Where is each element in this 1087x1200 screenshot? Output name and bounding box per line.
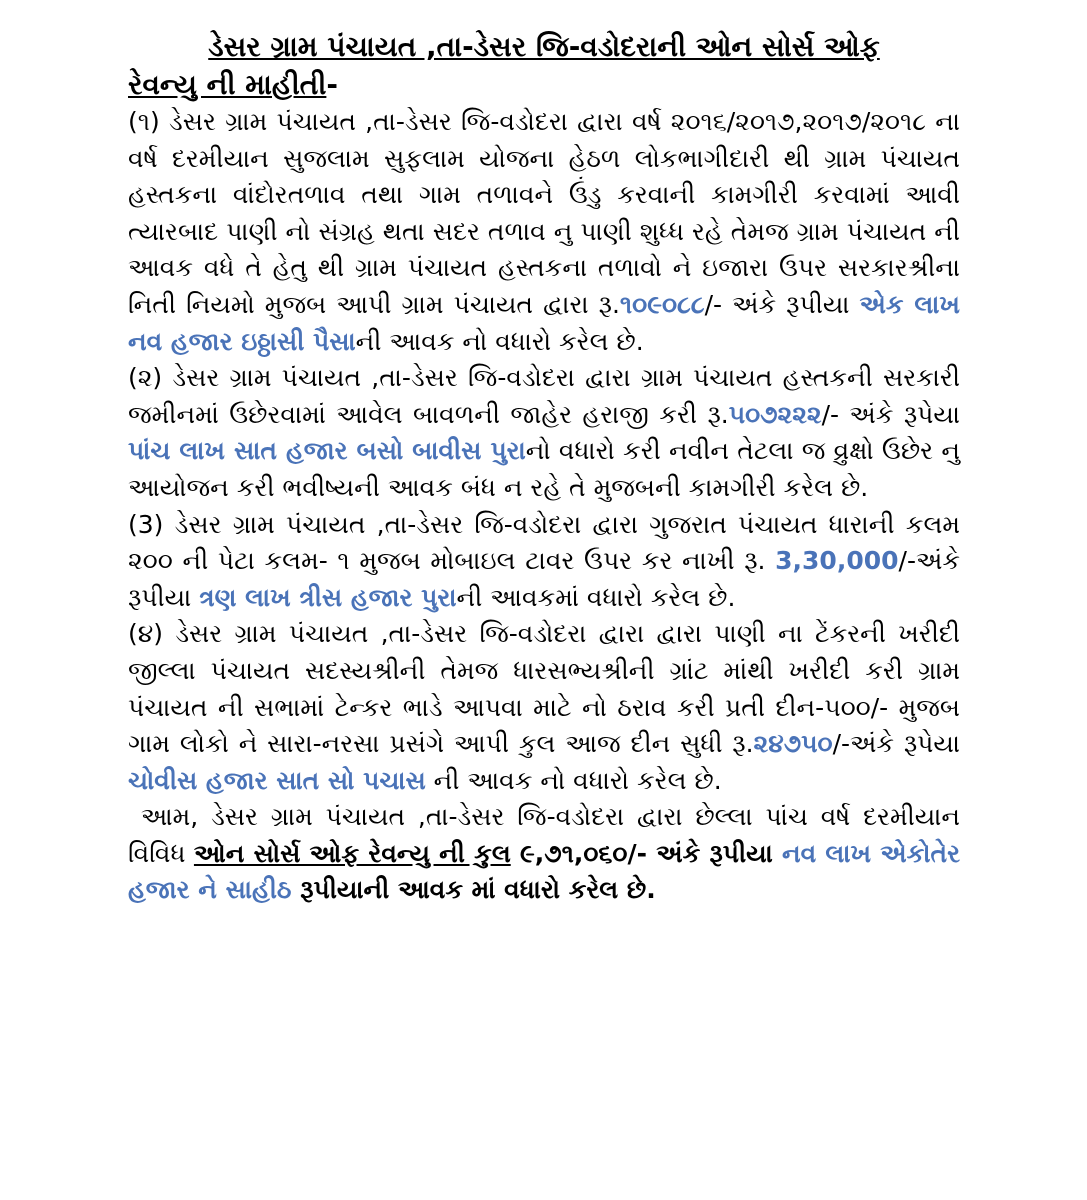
paragraph-4 [128,616,960,799]
title-line2-suffix: - [326,68,338,101]
p2-amount: ૫૦૭૨૨૨ [728,399,822,429]
p4-text: (૪) ડેસર ગ્રામ પંચાયત ,તા-ડેસર જિ-વડોદરા દ્વારા દ્વારા પાણી ના ટેંકરની ખરીદી જીલ્લા પંચાયત સદસ્યશ્રીની તેમજ ધારસભ્યશ્રીની ગ્રાંટ માંથી ખરીદી કરી ગ્રામ પંચાયત ની સભામાં ટેન્કર ભાડે આપવા માટે નો ઠરાવ કરી પ્રતી દીન-૫૦૦/- મુજબ ગામ લોકો ને સારા-નરસા પ્રસંગે આપી કુલ આજ દીન સુધી રૂ. [128,619,960,759]
p2-text: (૨) ડેસર ગ્રામ પંચાયત ,તા-ડેસર જિ-વડોદરા દ્વારા ગ્રામ પંચાયત હસ્તકની સરકારી જમીનમાં ઉછેરવામાં આવેલ બાવળની જાહેર હરાજી કરી રૂ. [128,363,960,429]
paragraph-1 [128,104,960,360]
p3-text: (3) ડેસર ગ્રામ પંચાયત ,તા-ડેસર જિ-વડોદરા દ્વારા ગુજરાત પંચાયત ધારાની કલમ ૨૦૦ ની પેટા કલમ- ૧ મુજબ મોબાઇલ ટાવર ઉપર કર નાખી રૂ. [128,509,960,576]
p5-text3: રૂપીયાની આવક માં વધારો કરેલ છે. [291,875,656,905]
p1-text3: ની આવક નો વધારો કરેલ છે. [355,326,644,356]
document-page [128,28,960,909]
p2-text3: નો વધારો કરી નવીન તેટલા જ વ્રુક્ષો ઉછેર નુ આયોજન કરી ભવીષ્યની આવક બંધ ન રહે તે મુજબની કામગીરી કરેલ છે. [128,436,960,502]
p2-text2: /- અંકે રૂપેયા [821,399,960,429]
title-line2-underlined: રેવન્યુ ની માહીતી [128,68,327,101]
p5-amount: ૯,૭૧,૦૬૦/- [510,838,647,868]
p4-amount: ૨૪૭૫૦ [753,729,833,759]
p1-amount: ૧૦૯૦૮૮ [619,289,705,319]
paragraph-3 [128,507,960,617]
p3-amount-words: ત્રણ લાખ ત્રીસ હજાર પુરા [199,582,457,612]
p1-text2: /- અંકે રૂપીયા [704,289,860,319]
document-title [128,28,960,66]
p3-text2: /-અંકે રૂપીયા [128,546,960,612]
title-line1: ડેસર ગ્રામ પંચાયત ,તા-ડેસર જિ-વડોદરાની ઓન સોર્સ ઓફ [208,30,880,63]
p2-amount-words: પાંચ લાખ સાત હજાર બસો બાવીસ પુરા [128,436,526,466]
paragraph-2 [128,360,960,506]
p4-text2: /-અંકે રૂપેયા [832,729,960,759]
p1-text: (૧) ડેસર ગ્રામ પંચાયત ,તા-ડેસર જિ-વડોદરા દ્વારા વર્ષ ૨૦૧૬/૨૦૧૭,૨૦૧૭/૨૦૧૮ ના વર્ષ દરમીયાન સુજલામ સુફલામ યોજના હેઠળ લોકભાગીદારી થી ગ્રામ પંચાયત હસ્તકના વાંદોરતળાવ તથા ગામ તળાવને ઉંડુ કરવાની કામગીરી કરવામાં આવી ત્યારબાદ પાણી નો સંગ્રહ થતા સદર તળાવ નુ પાણી શુધ્ધ રહે તેમજ ગ્રામ પંચાયત ની આવક વધે તે હેતુ થી ગ્રામ પંચાયત હસ્તકના તળાવો ને ઇજારા ઉપર સરકારશ્રીના નિતી નિયમો મુજબ આપી ગ્રામ પંચાયત દ્વારા રૂ. [128,107,960,319]
p3-amount: 3,30,000 [775,546,899,576]
p5-text: આમ, ડેસર ગ્રામ પંચાયત ,તા-ડેસર જિ-વડોદરા દ્વારા છેલ્લા પાંચ વર્ષ દરમીયાન વિવિધ [128,802,960,868]
p4-text3: ની આવક નો વધારો કરેલ છે. [425,765,722,795]
p4-amount-words: ચોવીસ હજાર સાત સો પચાસ [128,765,426,795]
p5-underlined-phrase: ઓન સોર્સ ઓફ રેવન્યુ ની કુલ [193,838,511,868]
p5-text2: અંકે રૂપીયા [646,838,782,868]
paragraph-summary [128,799,960,909]
p5-amount-words: નવ લાખ એકોતેર હજાર ને સાહીઠ [128,838,960,905]
p1-amount-words: એક લાખ નવ હજાર ઇઠ્ઠાસી પૈસા [128,289,960,356]
document-title-line2 [128,66,960,104]
p3-text3: ની આવકમાં વધારો કરેલ છે. [456,582,736,612]
